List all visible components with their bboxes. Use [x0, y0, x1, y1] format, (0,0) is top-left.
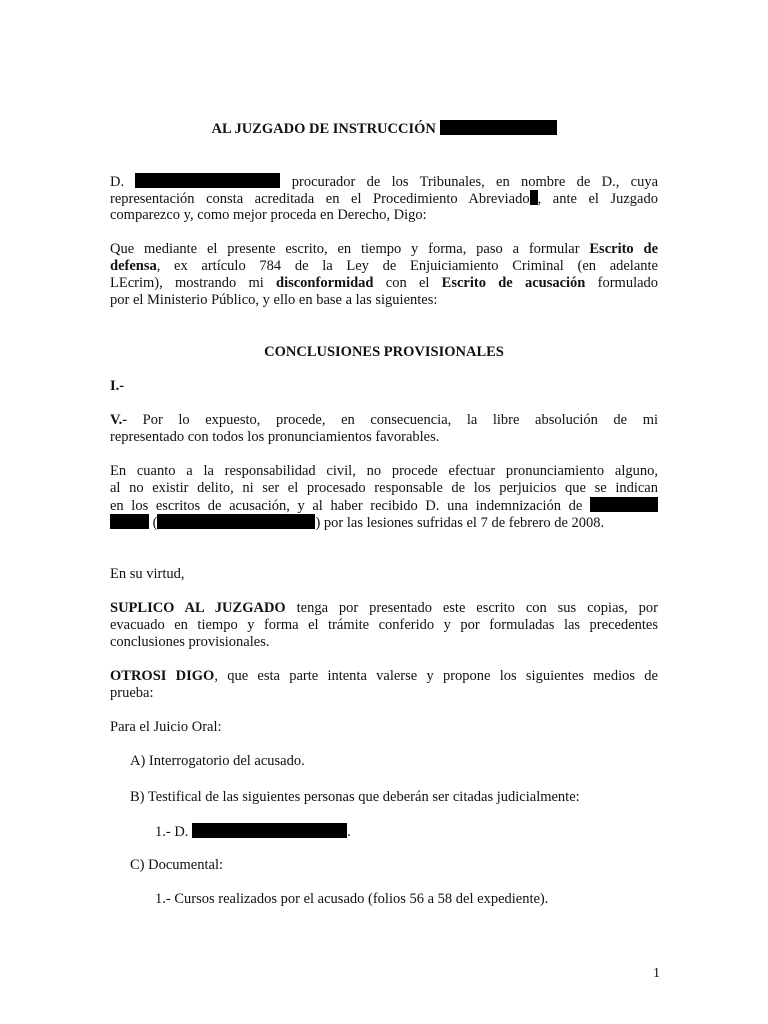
- redaction-block: [110, 514, 149, 529]
- paragraph-7-line-2: prueba:: [110, 685, 154, 701]
- paragraph-1-line-2: representación consta acreditada en el Procedimiento Abreviado , ante el Juzgado: [110, 191, 658, 207]
- document-heading: [110, 120, 658, 138]
- heading-text: AL JUZGADO DE INSTRUCCIÓN: [211, 121, 436, 137]
- list-item-b1: 1.- D. .: [155, 824, 351, 840]
- redaction-block: [590, 497, 658, 512]
- paragraph-4-line-2: al no existir delito, ni ser el procesado responsable de los perjuicios que se indican: [110, 480, 658, 496]
- paragraph-4-line-3: en los escritos de acusación, y al haber recibido D. una indemnización de: [110, 497, 658, 515]
- paragraph-4-line-1: En cuanto a la responsabilidad civil, no procede efectuar pronunciamiento alguno,: [110, 463, 658, 479]
- paragraph-8: Para el Juicio Oral:: [110, 719, 222, 735]
- paragraph-6-line-2: evacuado en tiempo y forma el trámite conferido y por formuladas las precedentes: [110, 617, 658, 633]
- paragraph-1-line-3: comparezco y, como mejor proceda en Derecho, Digo:: [110, 207, 427, 223]
- redaction-block: [157, 514, 315, 529]
- list-item-a: A) Interrogatorio del acusado.: [130, 753, 305, 769]
- redaction-block: [530, 190, 538, 205]
- paragraph-2-line-1: Que mediante el presente escrito, en tiempo y forma, paso a formular Escrito de: [110, 241, 659, 257]
- paragraph-3-line-2: representado con todos los pronunciamientos favorables.: [110, 429, 440, 445]
- redaction-block: [192, 823, 347, 838]
- paragraph-1-line-1: D. procurador de los Tribunales, en nombre de D., cuya: [110, 174, 659, 190]
- paragraph-2-line-4: por el Ministerio Público, y ello en base a las siguientes:: [110, 292, 438, 308]
- paragraph-6-line-1: SUPLICO AL JUZGADO tenga por presentado este escrito con sus copias, por: [110, 600, 658, 616]
- paragraph-6-line-3: conclusiones provisionales.: [110, 634, 270, 650]
- page-number: 1: [653, 966, 660, 981]
- paragraph-7-line-1: OTROSI DIGO, que esta parte intenta valerse y propone los siguientes medios de: [110, 668, 658, 684]
- paragraph-4-line-4: ( ) por las lesiones sufridas el 7 de febrero de 2008.: [110, 514, 658, 532]
- item-i: I.-: [110, 378, 125, 394]
- list-item-c: C) Documental:: [130, 857, 224, 873]
- list-item-c1: 1.- Cursos realizados por el acusado (folios 56 a 58 del expediente).: [155, 891, 549, 907]
- section-title: CONCLUSIONES PROVISIONALES: [264, 344, 504, 360]
- redaction-block: [135, 173, 280, 188]
- redaction-block: [440, 120, 557, 135]
- paragraph-5: En su virtud,: [110, 566, 185, 582]
- paragraph-2-line-2: defensa, ex artículo 784 de la Ley de Enjuiciamiento Criminal (en adelante: [110, 258, 658, 274]
- list-item-b: B) Testifical de las siguientes personas que deberán ser citadas judicialmente:: [130, 789, 580, 805]
- paragraph-2-line-3: LEcrim), mostrando mi disconformidad con el Escrito de acusación formulado: [110, 275, 659, 291]
- paragraph-3-line-1: V.- Por lo expuesto, procede, en consecuencia, la libre absolución de mi: [110, 412, 658, 428]
